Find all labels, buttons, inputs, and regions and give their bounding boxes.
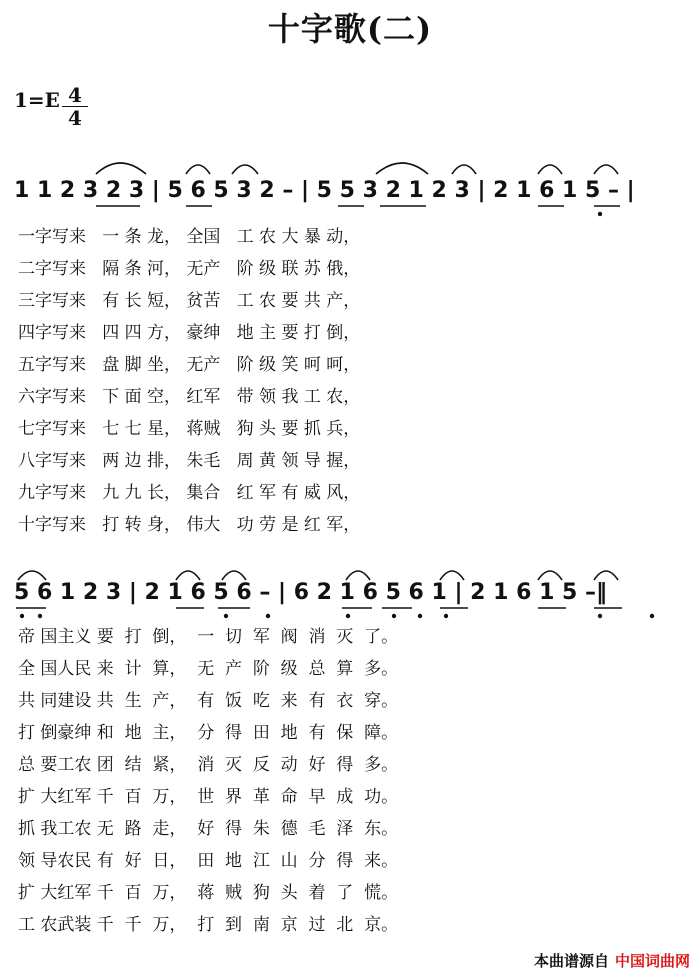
verse-line: 领 导农民 有 好 日， 田 地 江 山 分 得 来。 xyxy=(18,851,399,871)
verse-line: 总 要工农 团 结 紧， 消 灭 反 动 好 得 多。 xyxy=(18,755,399,775)
verse-line: 三字写来 有 长 短， 贫苦 工 农 要 共 产， xyxy=(18,291,361,311)
verse-line: 二字写来 隔 条 河， 无产 阶 级 联 苏 俄， xyxy=(18,259,361,279)
verse-line: 十字写来 打 转 身， 伟大 功 劳 是 红 军， xyxy=(18,515,361,535)
verse-line: 工 农武装 千 千 万， 打 到 南 京 过 北 京。 xyxy=(18,915,399,935)
source-text: 本曲谱源自 xyxy=(533,952,609,970)
key-signature: 1=E xyxy=(14,88,60,112)
verse-line: 扩 大红军 千 百 万， 蒋 贼 狗 头 着 了 慌。 xyxy=(18,883,399,903)
verse-line: 共 同建设 共 生 产， 有 饭 吃 来 有 衣 穿。 xyxy=(18,691,399,711)
verse-line: 打 倒豪绅 和 地 主， 分 得 田 地 有 保 障。 xyxy=(18,723,399,743)
verse-line: 五字写来 盘 脚 坐， 无产 阶 级 笑 呵 呵， xyxy=(18,355,361,375)
verse-line: 全 国人民 来 计 算， 无 产 阶 级 总 算 多。 xyxy=(18,659,399,679)
verse-line: 七字写来 七 七 星， 蒋贼 狗 头 要 抓 兵， xyxy=(18,419,361,439)
verse-line: 九字写来 九 九 长， 集合 红 军 有 威 风， xyxy=(18,483,361,503)
verse-line: 帝 国主义 要 打 倒， 一 切 军 阀 消 灭 了。 xyxy=(18,627,399,647)
site-name: 中国词曲网 xyxy=(614,952,690,970)
source-footer xyxy=(534,950,690,971)
verse-line: 扩 大红军 千 百 万， 世 界 革 命 早 成 功。 xyxy=(18,787,399,807)
notes-line-1: 1 1 2 3 2 3 | 5 6 5 3 2 – | 5 5 3 2 1 2 3 | 2 1 6 1 5 – | xyxy=(14,178,635,203)
verse-line: 八字写来 两 边 排， 朱毛 周 黄 领 导 握， xyxy=(18,451,361,471)
verse-line: 抓 我工农 无 路 走， 好 得 朱 德 毛 泽 东。 xyxy=(18,819,399,839)
verse-line: 四字写来 四 四 方， 豪绅 地 主 要 打 倒， xyxy=(18,323,361,343)
verse-line: 一字写来 一 条 龙， 全国 工 农 大 暴 动， xyxy=(18,227,361,247)
time-signature-bottom: 4 xyxy=(68,106,82,130)
song-title: 十字歌(二) xyxy=(267,10,433,48)
verse-line: 六字写来 下 面 空， 红军 带 领 我 工 农， xyxy=(18,387,361,407)
notes-line-2: 5 6 1 2 3 | 2 1 6 5 6 – | 6 2 1 6 5 6 1 | 2 1 6 1 5 –‖ xyxy=(14,580,608,605)
time-signature-top: 4 xyxy=(62,84,88,107)
